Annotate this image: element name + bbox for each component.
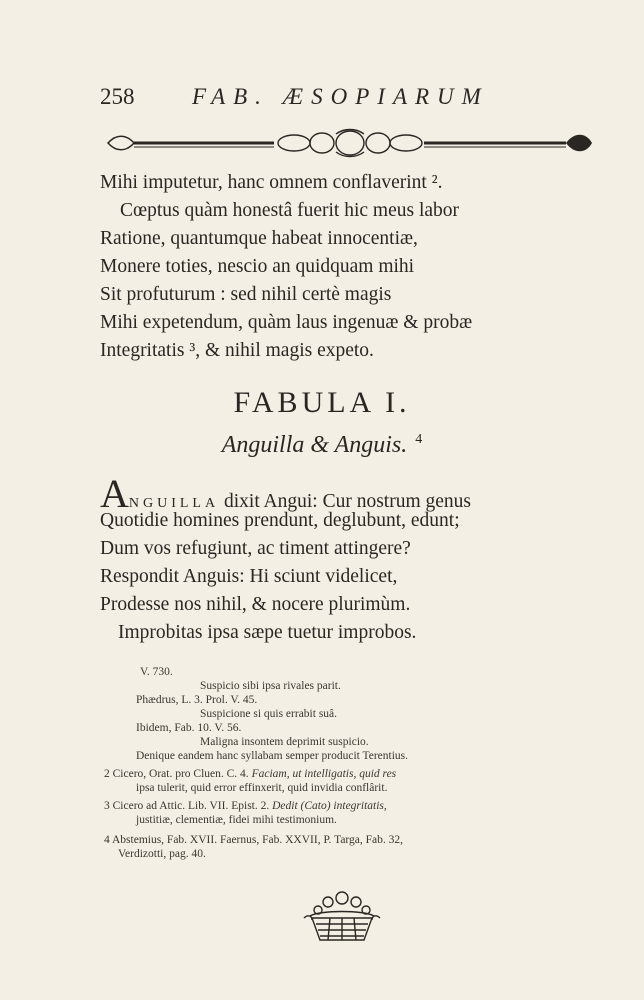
verse-line: Mihi expetendum, quàm laus ingenuæ & probæ [100,312,473,333]
verse-line: Integritatis ³, & nihil magis expeto. [100,340,374,361]
drop-cap: A [100,471,129,516]
footnote-citation: 2 Cicero, Orat. pro Cluen. C. 4. [104,768,249,780]
fable-line: Improbitas ipsa sæpe tuetur improbos. [118,622,417,643]
verse-line: Sit profuturum : sed nihil certè magis [100,284,392,305]
basket-vignette [300,888,384,948]
fable-line: Respondit Anguis: Hi sciunt videlicet, [100,566,398,587]
fable-line: Quotidie homines prendunt, deglubunt, edunt; [100,510,460,531]
footnote-line: ipsa tulerit, quid error effinxerit, quid invidia conflârit. [136,782,388,794]
footnote-citation: 3 Cicero ad Attic. Lib. VII. Epist. 2. [104,800,270,812]
first-word-smallcaps: NGUILLA [128,496,220,511]
verse-line: Ratione, quantumque habeat innocentiæ, [100,228,418,249]
page-number: 258 [100,84,135,109]
ornament-rule [104,126,596,160]
fable-subtitle [0,432,644,459]
footnote-line: Verdizotti, pag. 40. [118,848,206,860]
footnote-marker: 4 [415,432,423,447]
footnote-line: Suspicio sibi ipsa rivales parit. [200,680,341,692]
footnote-quote: Faciam, ut intelligatis, quid res [251,768,397,780]
fable-line: Prodesse nos nihil, & nocere plurimùm. [100,594,411,615]
fable-first-line [100,471,560,516]
footnote-line: Maligna insontem deprimit suspicio. [200,736,369,748]
footnote-line: Suspicione si quis errabit suâ. [200,708,338,720]
footnote-line: Phædrus, L. 3. Prol. V. 45. [136,694,258,706]
verse-line: Cœptus quàm honestâ fuerit hic meus labor [120,200,460,221]
fable-subtitle-text: Anguilla & Anguis. [221,432,408,458]
footnote-quote: Dedit (Cato) integritatis, [272,800,387,812]
page-header [100,84,540,114]
verse-line: Mihi imputetur, hanc omnem conflaverint ². [100,172,443,193]
verse-line: Monere toties, nescio an quidquam mihi [100,256,415,277]
footnote-line [104,800,387,812]
footnote-line: justitiæ, clementiæ, fidei mihi testimonium. [136,814,337,826]
running-title: FAB. ÆSOPIARUM [192,84,489,109]
footnote-line [104,768,396,780]
fable-title: FABULA I. [233,386,411,419]
fable-line: Dum vos refugiunt, ac timent attingere? [100,538,411,559]
first-line-rest: dixit Angui: Cur nostrum genus [223,491,471,512]
footnote-line: V. 730. [140,666,173,678]
footnote-line: 4 Abstemius, Fab. XVII. Faernus, Fab. XXVII, P. Targa, Fab. 32, [104,834,404,846]
footnote-line: Ibidem, Fab. 10. V. 56. [136,722,242,734]
footnote-line: Denique eandem hanc syllabam semper producit Terentius. [136,750,409,762]
